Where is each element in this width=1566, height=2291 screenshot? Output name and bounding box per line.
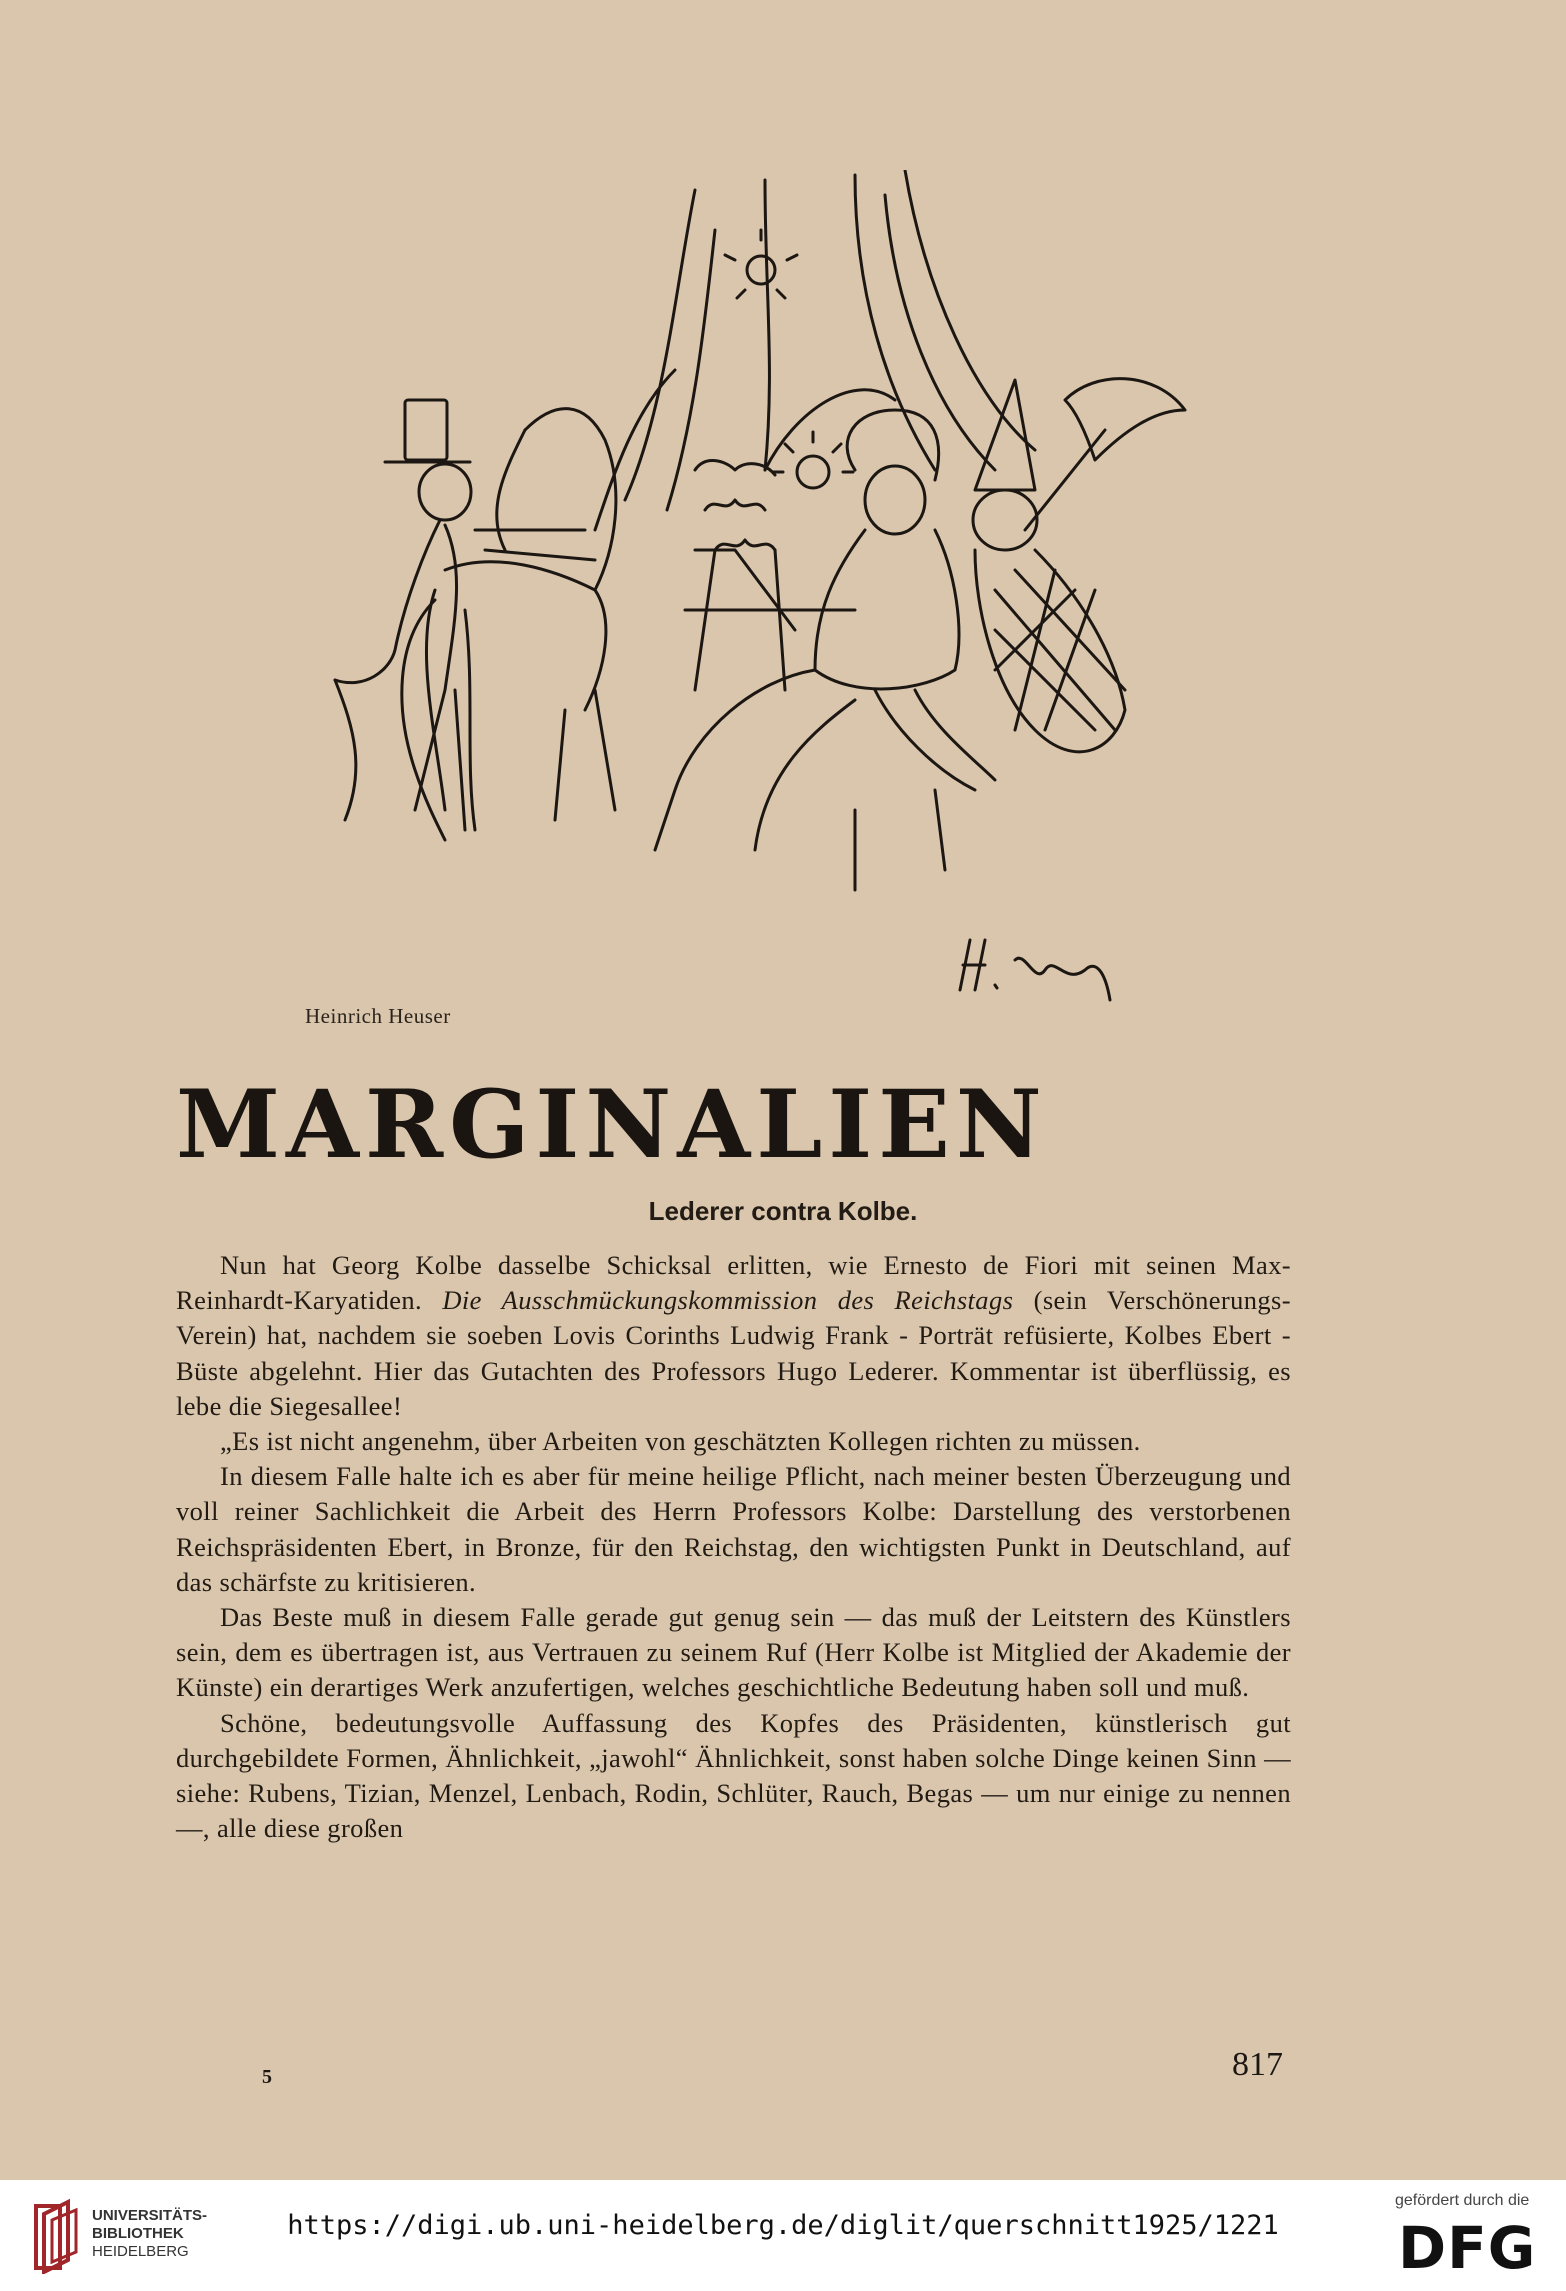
article-body	[176, 1248, 1291, 1846]
signature-mark: 5	[262, 2066, 272, 2088]
section-headline: MARGINALIEN	[176, 1070, 1048, 1180]
paragraph-4: Das Beste muß in diesem Falle gerade gut genug sein — das muß der Leitstern des Künstlers sein, dem es übertragen ist, aus Vertrauen zu seinem Ruf (Herr Kolbe ist Mitglied der Akademie der Künste) ein derartiges Werk anzufertigen, welches geschichtliche Bedeutung haben soll und muß.	[176, 1602, 1291, 1703]
dfg-logo[interactable]: DFG	[1398, 2214, 1537, 2282]
illustration-caption: Heinrich Heuser	[305, 1004, 451, 1028]
pen-illustration	[295, 170, 1195, 1010]
paragraph-5: Schöne, bedeutungsvolle Auffassung des Kopfes des Präsidenten, künstlerisch gut durchgebildete Formen, Ähnlichkeit, „jawohl“ Ähnlichkeit, sonst haben solche Dinge keinen Sinn — siehe: Rubens, Tizian, Menzel, Lenbach, Rodin, Schlüter, Rauch, Begas — um nur einige zu nennen —, alle diese großen	[176, 1707, 1291, 1844]
paragraph-1: Nun hat Georg Kolbe dasselbe Schicksal erlitten, wie Ernesto de Fiori mit seinen Max-Reinhardt-Karyatiden. Die Ausschmückungskommission des Reichstags (sein Verschönerungs-Verein) hat, nachdem sie soeben Lovis Corinths Ludwig Frank - Porträt refüsierte, Kolbes Ebert - Büste abgelehnt. Hier das Gutachten des Professors Hugo Lederer. Kommentar ist überflüssig, es lebe die Siegesallee!	[176, 1250, 1291, 1421]
article-subheading: Lederer contra Kolbe.	[648, 1196, 918, 1226]
paragraph-2: „Es ist nicht angenehm, über Arbeiten von geschätzten Kollegen richten zu müssen.	[220, 1426, 1141, 1457]
italic-phrase: Die Ausschmückungskommission des Reichstags	[442, 1285, 1014, 1316]
page-number: 817	[1232, 2046, 1283, 2083]
paragraph-3: In diesem Falle halte ich es aber für meine heilige Pflicht, nach meiner besten Überzeugung und voll reiner Sachlichkeit die Arbeit des Herrn Professors Kolbe: Darstellung des verstorbenen Reichspräsidenten Ebert, in Bronze, für den Reichstag, den wichtigsten Punkt in Deutschland, auf das schärfste zu kritisieren.	[176, 1461, 1291, 1597]
funding-label: gefördert durch die	[1395, 2192, 1530, 2209]
permalink-url[interactable]: https://digi.ub.uni-heidelberg.de/diglit/querschnitt1925/1221	[287, 2210, 1279, 2241]
university-library-name[interactable]: UNIVERSITÄTS- BIBLIOTHEK HEIDELBERG	[92, 2207, 208, 2260]
